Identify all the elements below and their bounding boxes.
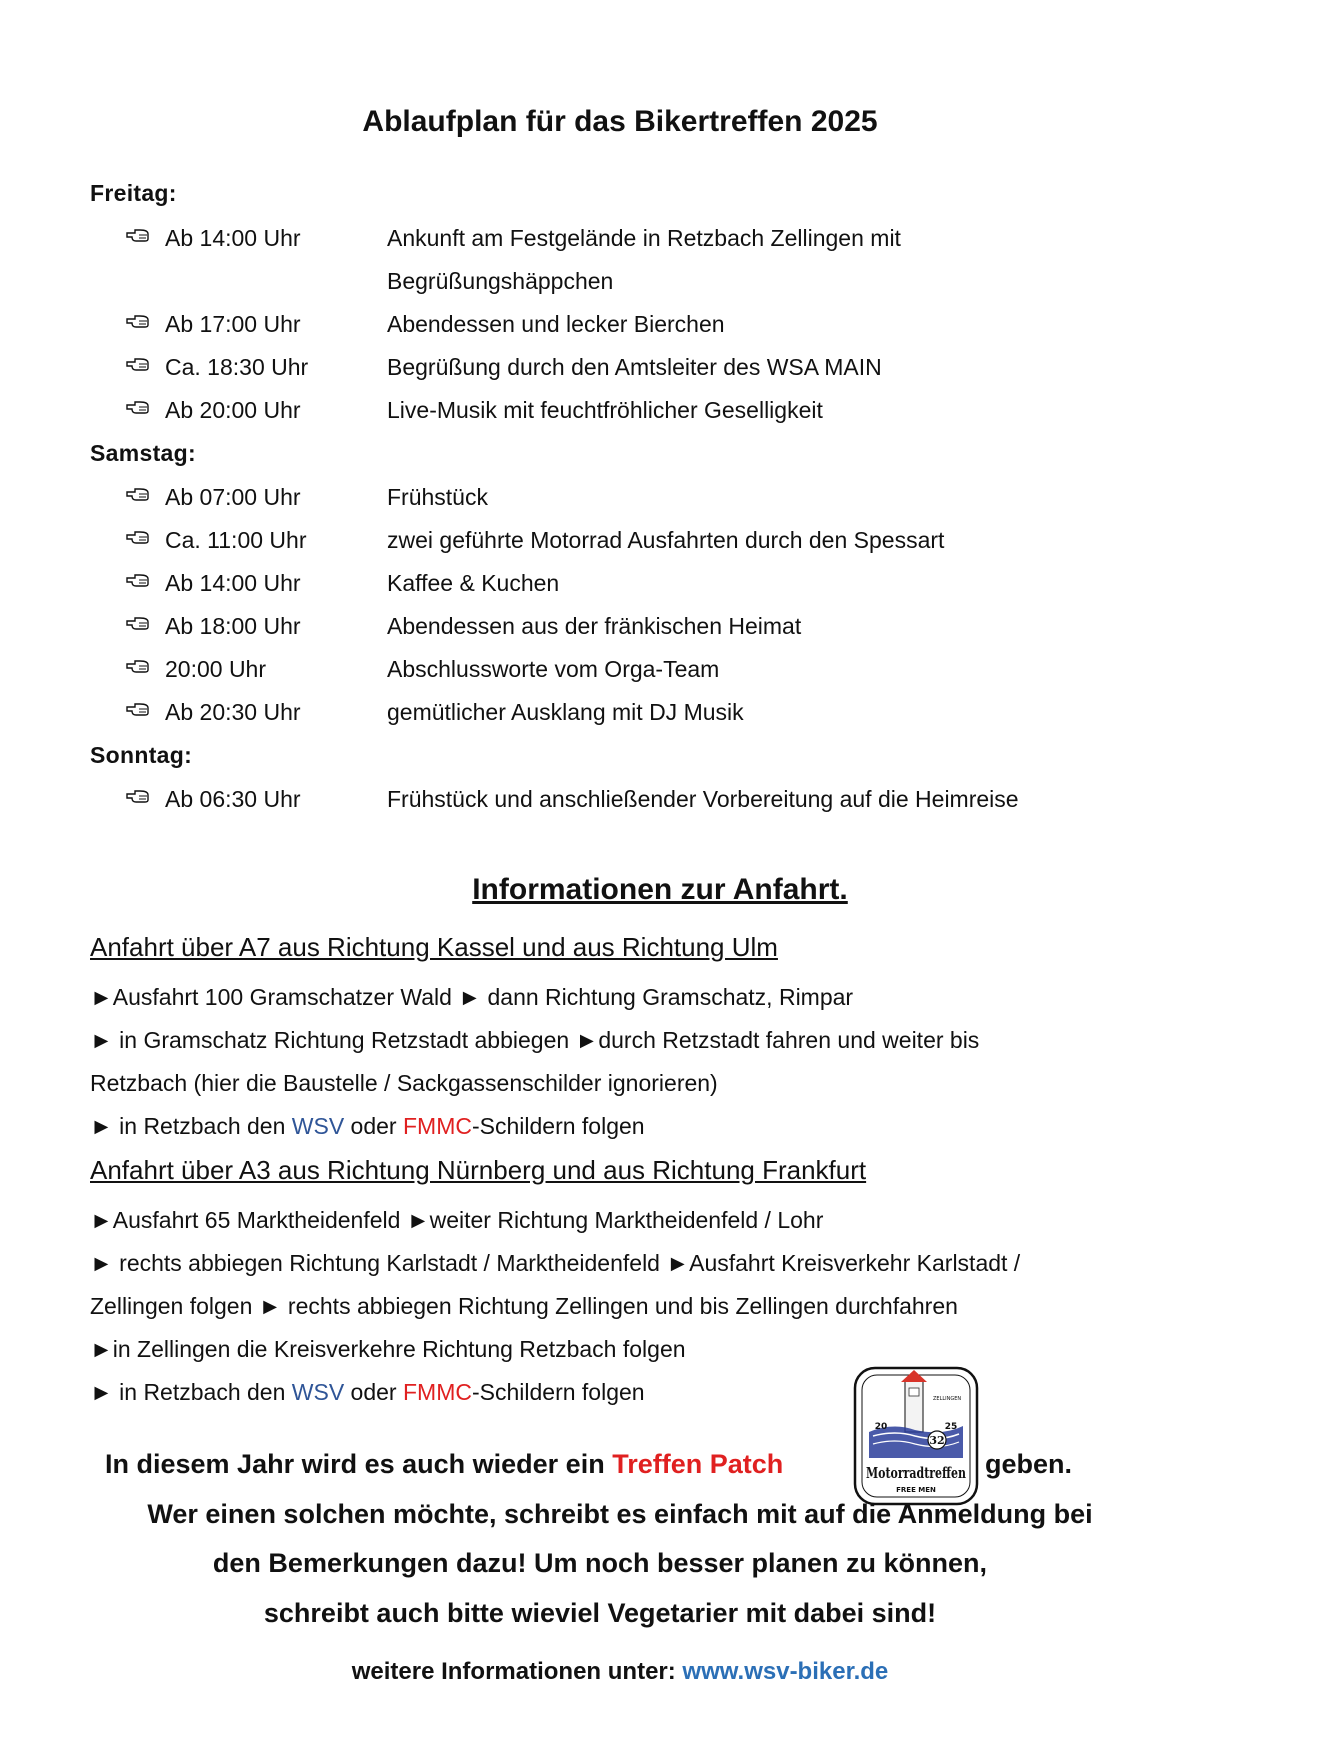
event-desc: Begrüßung durch den Amtsleiter des WSA MAIN (387, 354, 882, 380)
schedule-row (0, 482, 1240, 522)
pointing-hand-icon (126, 786, 150, 806)
schedule-row (0, 223, 1240, 294)
pointing-hand-icon (126, 527, 150, 547)
route-line-signs (90, 1111, 645, 1141)
event-time: Ab 18:00 Uhr (165, 613, 301, 639)
event-desc: Abschlussworte vom Orga-Team (387, 656, 720, 682)
event-desc: Frühstück (387, 484, 488, 510)
patch-info-line: schreibt auch bitte wieviel Vegetarier mit dabei sind! (263, 1598, 937, 1628)
patch-highlight: Treffen Patch (612, 1449, 784, 1479)
route-text: oder (344, 1113, 403, 1139)
pointing-hand-icon (126, 656, 150, 676)
route-line: ►in Zellingen die Kreisverkehre Richtung Retzbach folgen (90, 1336, 686, 1362)
schedule-row (0, 697, 1240, 737)
route-line: ► in Gramschatz Richtung Retzstadt abbiegen ►durch Retzstadt fahren und weiter bis (90, 1027, 980, 1053)
logo-bottom: FREE MEN (896, 1486, 936, 1494)
route-line: Retzbach (hier die Baustelle / Sackgassenschilder ignorieren) (90, 1070, 718, 1096)
pointing-hand-icon (126, 613, 150, 633)
page-title: Ablaufplan für das Bikertreffen 2025 (362, 105, 878, 138)
route-text: ► in Retzbach den (90, 1379, 292, 1405)
route-line: ►Ausfahrt 65 Marktheidenfeld ►weiter Richtung Marktheidenfeld / Lohr (90, 1207, 824, 1233)
event-time: Ca. 18:30 Uhr (165, 354, 309, 380)
logo-title: Motorradtreffen (866, 1464, 967, 1482)
event-time: Ab 17:00 Uhr (165, 311, 301, 337)
wsv-label: WSV (291, 1113, 345, 1139)
event-desc: Frühstück und anschließender Vorbereitung auf die Heimreise (387, 786, 1019, 812)
schedule-row (0, 525, 1240, 565)
schedule-row (0, 654, 1240, 694)
route-a7-heading: Anfahrt über A7 aus Richtung Kassel und aus Richtung Ulm (90, 932, 778, 962)
event-time: Ab 20:00 Uhr (165, 397, 301, 423)
event-time: Ca. 11:00 Uhr (165, 527, 307, 553)
route-line: ► rechts abbiegen Richtung Karlstadt / Marktheidenfeld ►Ausfahrt Kreisverkehr Karlstadt / (90, 1250, 1021, 1276)
patch-suffix: geben. (985, 1449, 1073, 1479)
event-desc: zwei geführte Motorrad Ausfahrten durch den Spessart (387, 527, 945, 553)
day-saturday: Samstag: (90, 440, 196, 466)
event-desc: Abendessen aus der fränkischen Heimat (387, 613, 802, 639)
event-time: Ab 06:30 Uhr (165, 786, 301, 812)
pointing-hand-icon (126, 570, 150, 590)
schedule-row (0, 395, 1240, 435)
event-desc: Ankunft am Festgelände in Retzbach Zellingen mit (387, 225, 901, 251)
event-desc: Kaffee & Kuchen (387, 570, 560, 596)
event-desc-cont: Begrüßungshäppchen (387, 268, 614, 294)
logo-number: 32 (929, 1434, 945, 1447)
info-heading: Informationen zur Anfahrt. (472, 873, 848, 906)
schedule-row (0, 309, 1240, 349)
event-time: Ab 07:00 Uhr (165, 484, 301, 510)
schedule-row (0, 352, 1240, 392)
pointing-hand-icon (126, 699, 150, 719)
pointing-hand-icon (126, 311, 150, 331)
logo-small-text: ZELLINGEN (933, 1396, 962, 1402)
patch-text: In diesem Jahr wird es auch wieder ein (105, 1449, 613, 1479)
schedule-row (0, 784, 1240, 824)
route-text: -Schildern folgen (471, 1113, 645, 1139)
route-line: ►Ausfahrt 100 Gramschatzer Wald ► dann Richtung Gramschatz, Rimpar (90, 984, 854, 1010)
event-time: Ab 20:30 Uhr (165, 699, 301, 725)
route-line-signs (90, 1377, 645, 1407)
event-desc: gemütlicher Ausklang mit DJ Musik (387, 699, 744, 725)
logo-year-right: 25 (944, 1422, 958, 1432)
patch-line (105, 1446, 783, 1482)
route-text: oder (344, 1379, 403, 1405)
route-text: ► in Retzbach den (90, 1113, 292, 1139)
pointing-hand-icon (126, 225, 150, 245)
logo-year-left: 20 (874, 1422, 888, 1432)
patch-info-line: Wer einen solchen möchte, schreibt es einfach mit auf die Anmeldung bei (147, 1499, 1093, 1529)
route-line: Zellingen folgen ► rechts abbiegen Richtung Zellingen und bis Zellingen durchfahren (90, 1293, 958, 1319)
patch-info-line: den Bemerkungen dazu! Um noch besser planen zu können, (212, 1548, 988, 1578)
footer-label: weitere Informationen unter: (351, 1658, 683, 1685)
event-time: Ab 14:00 Uhr (165, 225, 301, 251)
fmmc-label: FMMC (403, 1379, 472, 1405)
wsv-label: WSV (291, 1379, 345, 1405)
event-desc: Live-Musik mit feuchtfröhlicher Geselligkeit (387, 397, 823, 423)
route-a3-heading: Anfahrt über A3 aus Richtung Nürnberg und aus Richtung Frankfurt (90, 1155, 867, 1185)
schedule-row (0, 611, 1240, 651)
pointing-hand-icon (126, 397, 150, 417)
website-link[interactable]: www.wsv-biker.de (682, 1658, 889, 1685)
fmmc-label: FMMC (403, 1113, 472, 1139)
day-friday: Freitag: (90, 180, 177, 206)
schedule-row (0, 568, 1240, 608)
route-text: -Schildern folgen (471, 1379, 645, 1405)
footer (0, 1656, 1240, 1688)
event-time: 20:00 Uhr (165, 656, 267, 682)
event-desc: Abendessen und lecker Bierchen (387, 311, 725, 337)
pointing-hand-icon (126, 484, 150, 504)
pointing-hand-icon (126, 354, 150, 374)
treffen-patch-logo (853, 1366, 979, 1506)
day-sunday: Sonntag: (90, 742, 193, 768)
event-time: Ab 14:00 Uhr (165, 570, 301, 596)
